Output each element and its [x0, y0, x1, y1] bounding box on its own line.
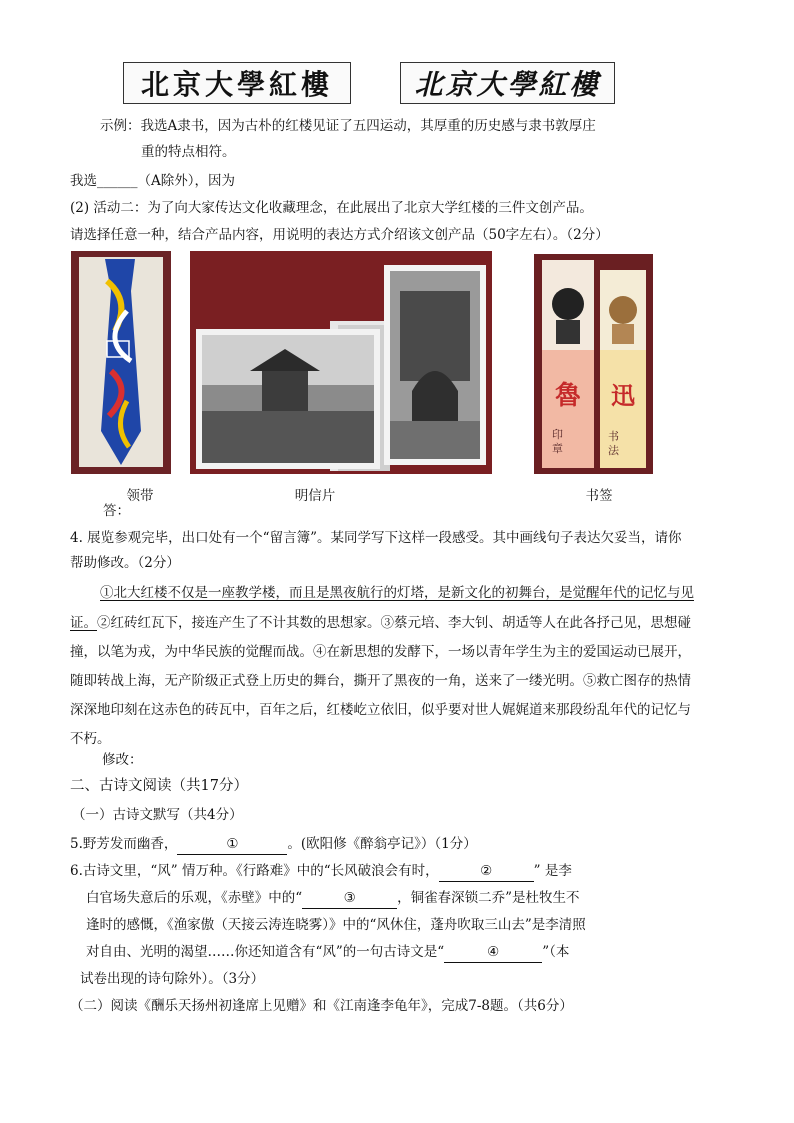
q4-paragraph-line-5: 深深地印刻在这赤色的砖瓦中，百年之后，红楼屹立依旧，似乎要对世人娓娓道来那段纷乱年代的记忆与 [70, 702, 691, 718]
bookmark2-label-2: 法 [608, 444, 619, 457]
q5-line [70, 834, 477, 855]
example-line-2: 重的特点相符。 [141, 144, 236, 160]
q5-suffix: 。(欧阳修《醉翁亭记》）（1分） [287, 836, 477, 852]
q4-underlined-end: 证。 [70, 615, 97, 631]
q4-underlined-sentence: ①北大红楼不仅是一座教学楼，而且是黑夜航行的灯塔，是新文化的初舞台，是觉醒年代的记忆与见 [100, 585, 694, 601]
bookmark-caption: 书签 [585, 488, 613, 504]
choice-prefix: 我选 [70, 173, 97, 189]
q6-line-5: 试卷出现的诗句除外）。（3分） [80, 971, 265, 987]
choice-suffix: （A除外），因为 [137, 173, 235, 189]
choice-line [70, 171, 235, 191]
choice-blank[interactable]: ______ [97, 173, 138, 189]
q6-line-2-a: 白官场失意后的乐观，《赤壁》中的“ [86, 890, 303, 906]
q4-paragraph-line-2 [70, 613, 691, 633]
q6-line-4-b: ”（本 [542, 944, 570, 960]
q4-paragraph-line-2-rest: ②红砖红瓦下，接连产生了不计其数的思想家。③蔡元培、李大钊、胡适等人在此各抒己见，思想碰 [97, 615, 691, 631]
q6-line-4 [86, 942, 569, 963]
q5-blank[interactable]: ① [177, 834, 287, 855]
q4-revise-label: 修改： [102, 752, 143, 768]
activity2-line-2: 请选择任意一种，结合产品内容，用说明的表达方式介绍该文创产品（50字左右）。（2分） [70, 227, 609, 243]
q6-line-3: 逢时的感慨，《渔家傲（天接云涛连晓雾）》中的“风休住，蓬舟吹取三山去”是李清照 [86, 917, 586, 933]
tie-caption: 领带 [126, 488, 154, 504]
q6-line-4-a: 对自由、光明的渴望……你还知道含有“风”的一句古诗文是“ [86, 944, 445, 960]
q4-line-1: 4. 展览参观完毕，出口处有一个“留言簿”。某同学写下这样一段感受。其中画线句子表达欠妥当，请你 [70, 530, 682, 546]
tie-product-photo [71, 251, 171, 474]
q6-blank-4[interactable]: ④ [444, 942, 542, 963]
q4-paragraph-line-3: 撞，以笔为戎，为中华民族的觉醒而战。④在新思想的发酵下，一场以青年学生为主的爱国运动已展开， [70, 644, 691, 660]
example-line-1: 示例：我选A隶书，因为古朴的红楼见证了五四运动，其厚重的历史感与隶书敦厚庄 [100, 118, 596, 134]
bookmark1-label-2: 章 [552, 442, 563, 455]
section2-title: 二、古诗文阅读（共17分） [70, 778, 248, 794]
calligraphy-left-text: 北京大學紅樓 [140, 68, 333, 101]
calligraphy-right-text: 北京大學紅樓 [414, 68, 601, 101]
q6-line-1 [70, 861, 572, 882]
postcard-caption: 明信片 [294, 488, 336, 504]
q6-blank-2[interactable]: ② [439, 861, 534, 882]
q5-prefix: 5.野芳发而幽香， [70, 836, 178, 852]
svg-text:魯: 魯 [554, 381, 582, 411]
svg-text:迅: 迅 [611, 382, 635, 410]
q6-line-2 [86, 888, 580, 909]
bookmark1-label-1: 印 [552, 428, 563, 441]
activity2-line-1: (2) 活动二：为了向大家传达文化收藏理念，在此展出了北京大学红楼的三件文创产品。 [70, 200, 593, 216]
calligraphy-running-script-sample [400, 62, 615, 104]
q6-line-1-a: 6.古诗文里，“风” 情万种。《行路难》中的“长风破浪会有时， [70, 863, 439, 879]
q4-paragraph-line-6: 不朽。 [70, 731, 111, 747]
calligraphy-clerical-script-sample [123, 62, 351, 104]
q6-line-1-b: ” 是李 [533, 863, 572, 879]
bookmark2-label-1: 书 [608, 430, 619, 443]
q6-line-2-b: ，铜雀春深锁二乔”是杜牧生不 [397, 890, 580, 906]
section2-sub1: （一）古诗文默写（共4分） [72, 807, 243, 823]
section2-sub2: （二）阅读《酬乐天扬州初逢席上见赠》和《江南逢李龟年》，完成7-8题。（共6分） [70, 998, 573, 1014]
bookmark-product-photo [534, 254, 653, 474]
q4-line-2: 帮助修改。（2分） [70, 555, 180, 571]
answer-label: 答： [103, 503, 130, 519]
q6-blank-3[interactable]: ③ [302, 888, 397, 909]
q4-paragraph-line-4: 随即转战上海，无产阶级正式登上历史的舞台，撕开了黑夜的一角，送来了一缕光明。⑤救亡图存的热情 [70, 673, 691, 689]
postcard-product-photo [190, 251, 492, 474]
